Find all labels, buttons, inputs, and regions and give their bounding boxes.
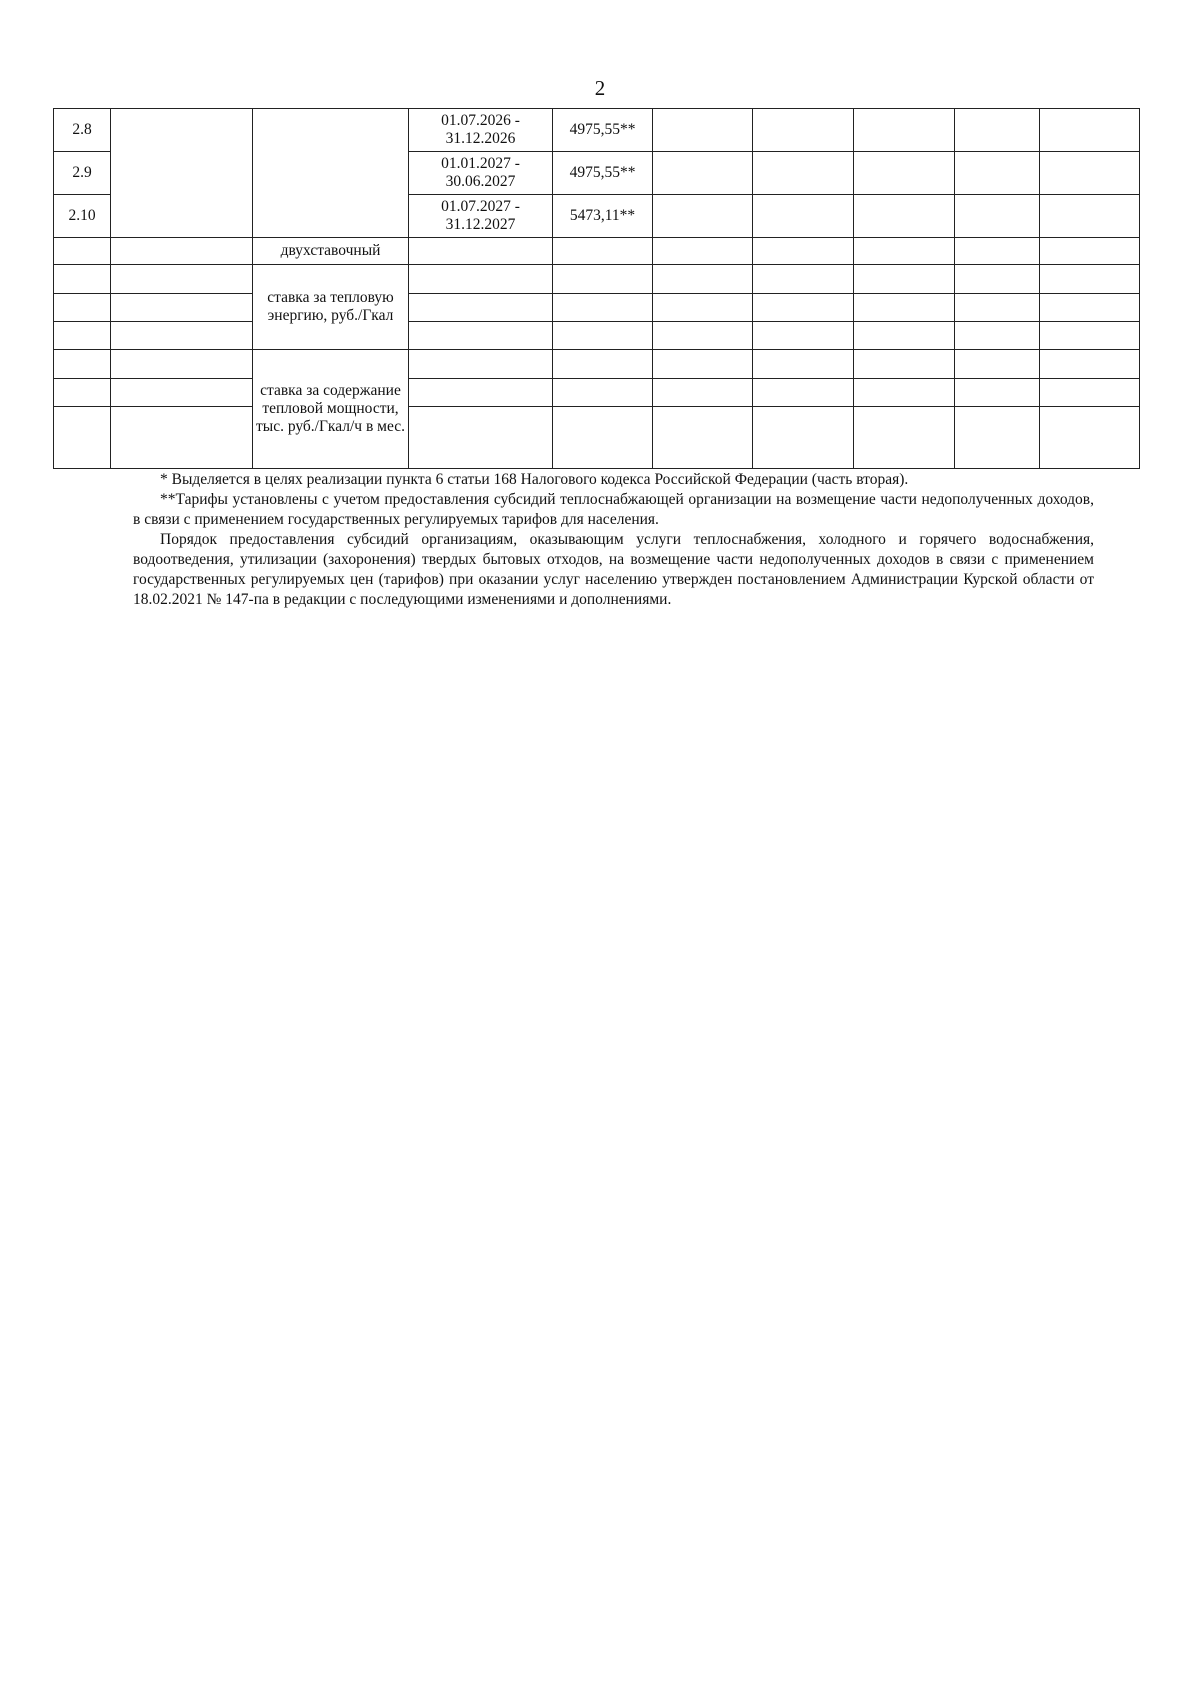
vat-footnote: * Выделяется в целях реализации пункта 6 статьи 168 Налогового кодекса Российской Федерации (часть вторая).: [160, 471, 909, 488]
tariff-table: [53, 108, 1140, 469]
table-row: [54, 294, 1140, 322]
table-row: [54, 350, 1140, 379]
period-to: 30.06.2027: [445, 173, 516, 190]
footnotes: [133, 470, 1094, 610]
table-row: [54, 322, 1140, 350]
energy-rate-label: ставка за тепловую энергию, руб./Гкал: [253, 265, 409, 350]
period-cell: [409, 195, 553, 238]
row-number: 2.10: [54, 195, 111, 238]
table-row: [54, 109, 1140, 152]
row-number: 2.8: [54, 109, 111, 152]
page-number: 2: [594, 76, 606, 100]
two-rate-label: двухставочный: [253, 238, 409, 265]
empty-cell: [111, 109, 253, 238]
period-from: 01.01.2027 -: [441, 155, 520, 172]
period-to: 31.12.2027: [445, 216, 516, 233]
tariff-value: 4975,55**: [553, 109, 653, 152]
period-from: 01.07.2026 -: [441, 112, 520, 129]
period-cell: [409, 109, 553, 152]
period-to: 31.12.2026: [445, 130, 516, 147]
table-row: [54, 407, 1140, 469]
subsidy-footnote: **Тарифы установлены с учетом предоставления субсидий теплоснабжающей организации на возмещение части недополученных доходов, в связи с применением государственных регулируемых тарифов для населения.: [133, 491, 1094, 528]
table-row: [54, 265, 1140, 294]
tariff-value: 5473,11**: [553, 195, 653, 238]
period-from: 01.07.2027 -: [441, 198, 520, 215]
procedure-note: Порядок предоставления субсидий организациям, оказывающим услуги теплоснабжения, холодного и горячего водоснабжения, водоотведения, утилизации (захоронения) твердых бытовых отходов, на возмещение части недополученных доходов в связи с применением государственных регулируемых цен (тарифов) при оказании услуг населению утвержден постановлением Администрации Курской области от 18.02.2021 № 147-па в редакции с последующими изменениями и дополнениями.: [133, 531, 1094, 608]
capacity-rate-label: ставка за содержание тепловой мощности, тыс. руб./Гкал/ч в мес.: [253, 350, 409, 469]
empty-cell: [253, 109, 409, 238]
table-row: [54, 379, 1140, 407]
table-row: [54, 238, 1140, 265]
row-number: 2.9: [54, 152, 111, 195]
period-cell: [409, 152, 553, 195]
tariff-value: 4975,55**: [553, 152, 653, 195]
